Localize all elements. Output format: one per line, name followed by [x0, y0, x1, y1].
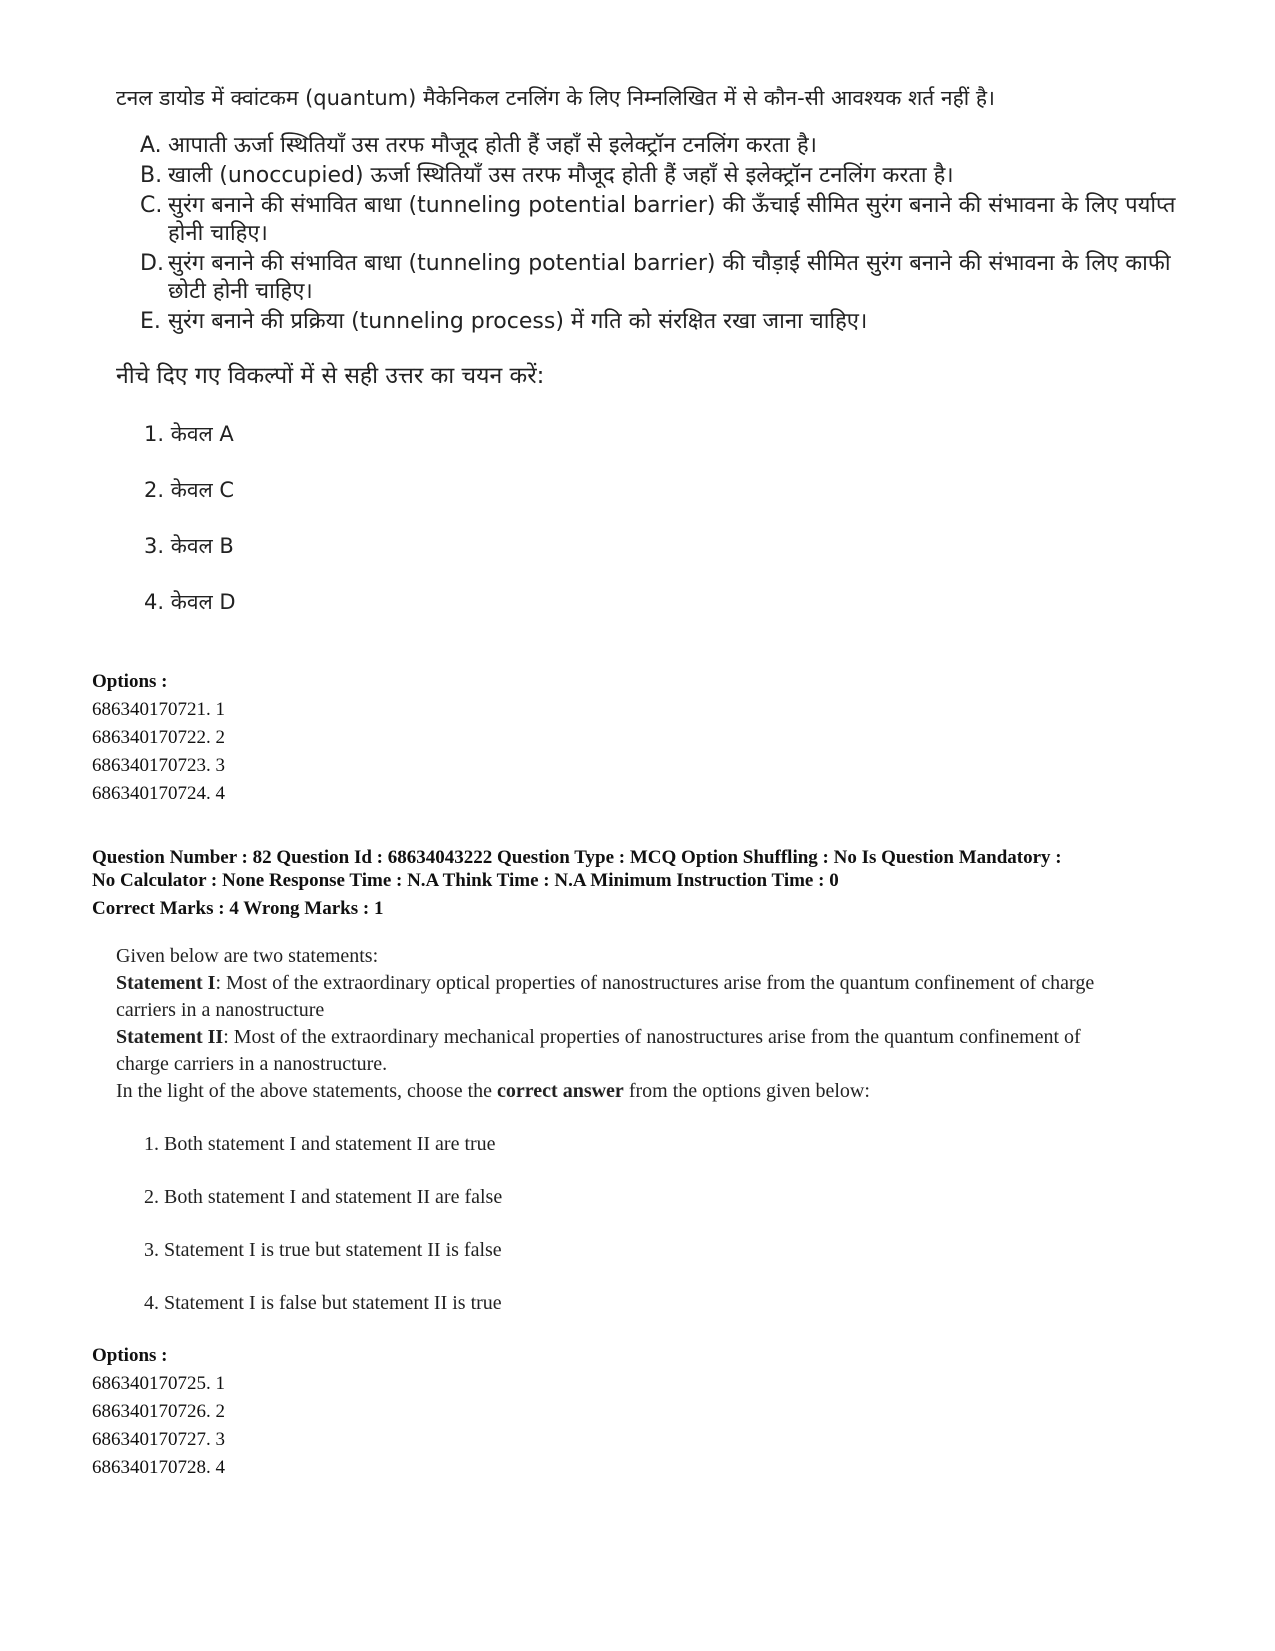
hindi-choice: 2. केवल C — [144, 478, 235, 502]
english-choice: 1. Both statement I and statement II are true — [144, 1133, 496, 1155]
statement-text: खाली (unoccupied) ऊर्जा स्थितियाँ उस तरफ मौजूद होती हैं जहाँ से इलेक्ट्रॉन टनलिंग करता है। — [168, 163, 954, 188]
statement-label: A. — [140, 133, 162, 158]
question-meta-line: No Calculator : None Response Time : N.A Think Time : N.A Minimum Instruction Time : 0 — [92, 870, 839, 891]
question-meta-line: Question Number : 82 Question Id : 68634043222 Question Type : MCQ Option Shuffling : No Is Question Mandatory : — [92, 847, 1062, 868]
option-id: 686340170725. 1 — [92, 1373, 225, 1394]
english-choice: 2. Both statement I and statement II are false — [144, 1186, 503, 1208]
statement-label: E. — [140, 309, 161, 334]
options-heading: Options : — [92, 1345, 168, 1366]
statement-1-text: : Most of the extraordinary optical properties of nanostructures arise from the quantum confinement of charge carriers in a nanostructure — [116, 972, 1095, 1021]
statement-label: C. — [140, 193, 163, 218]
statement-1 — [116, 970, 1116, 1024]
hindi-choice: 4. केवल D — [144, 590, 236, 614]
hindi-statement — [140, 132, 1176, 160]
statement-text: सुरंग बनाने की संभावित बाधा (tunneling potential barrier) की चौड़ाई सीमित सुरंग बनाने की संभावना के लिए काफी छोटी होनी चाहिए। — [168, 251, 1171, 304]
option-id: 686340170726. 2 — [92, 1401, 225, 1422]
option-id: 686340170727. 3 — [92, 1429, 225, 1450]
hindi-statement — [140, 162, 1176, 190]
option-id: 686340170723. 3 — [92, 755, 225, 776]
hindi-choice-list — [116, 406, 1176, 630]
question-intro: Given below are two statements: — [116, 945, 379, 967]
statement-1-label: Statement I — [116, 972, 216, 994]
instruction-text: In the light of the above statements, choose the — [116, 1080, 498, 1102]
hindi-question-text: टनल डायोड में क्वांटकम (quantum) मैकेनिकल टनलिंग के लिए निम्नलिखित में से कौन-सी आवश्यक शर्त नहीं है। — [116, 86, 995, 110]
english-choice-list — [116, 1118, 1116, 1330]
option-id: 686340170724. 4 — [92, 783, 225, 804]
statement-2-text: : Most of the extraordinary mechanical properties of nanostructures arise from the quantum confinement of charge carriers in a nanostructure. — [116, 1026, 1081, 1075]
options-block — [92, 668, 225, 808]
english-choice: 3. Statement I is true but statement II is false — [144, 1239, 502, 1261]
hindi-statement — [140, 250, 1176, 306]
hindi-statement — [140, 308, 1176, 336]
options-heading: Options : — [92, 671, 168, 692]
instruction-text: from the options given below: — [623, 1080, 870, 1102]
option-id: 686340170721. 1 — [92, 699, 225, 720]
hindi-instruction: नीचे दिए गए विकल्पों में से सही उत्तर का चयन करें: — [116, 363, 545, 389]
option-id: 686340170722. 2 — [92, 727, 225, 748]
statement-label: B. — [140, 163, 163, 188]
hindi-statement — [140, 192, 1176, 248]
instruction-emphasis: correct answer — [497, 1080, 624, 1102]
english-instruction — [116, 1078, 1116, 1105]
question-meta — [92, 846, 1212, 892]
option-id: 686340170728. 4 — [92, 1457, 225, 1478]
statement-text: सुरंग बनाने की प्रक्रिया (tunneling process) में गति को संरक्षित रखा जाना चाहिए। — [168, 309, 868, 334]
statement-2 — [116, 1024, 1116, 1078]
english-choice: 4. Statement I is false but statement II is true — [144, 1292, 502, 1314]
statement-label: D. — [140, 251, 164, 276]
hindi-question-block — [116, 82, 1176, 630]
hindi-choice: 1. केवल A — [144, 422, 234, 446]
statement-text: आपाती ऊर्जा स्थितियाँ उस तरफ मौजूद होती हैं जहाँ से इलेक्ट्रॉन टनलिंग करता है। — [168, 133, 818, 158]
statement-2-label: Statement II — [116, 1026, 224, 1048]
hindi-choice: 3. केवल B — [144, 534, 234, 558]
statement-text: सुरंग बनाने की संभावित बाधा (tunneling potential barrier) की ऊँचाई सीमित सुरंग बनाने की संभावना के लिए पर्याप्त होनी चाहिए। — [168, 193, 1176, 246]
question-marks: Correct Marks : 4 Wrong Marks : 1 — [92, 898, 384, 919]
options-block — [92, 1342, 225, 1482]
english-question-block — [116, 943, 1116, 1330]
